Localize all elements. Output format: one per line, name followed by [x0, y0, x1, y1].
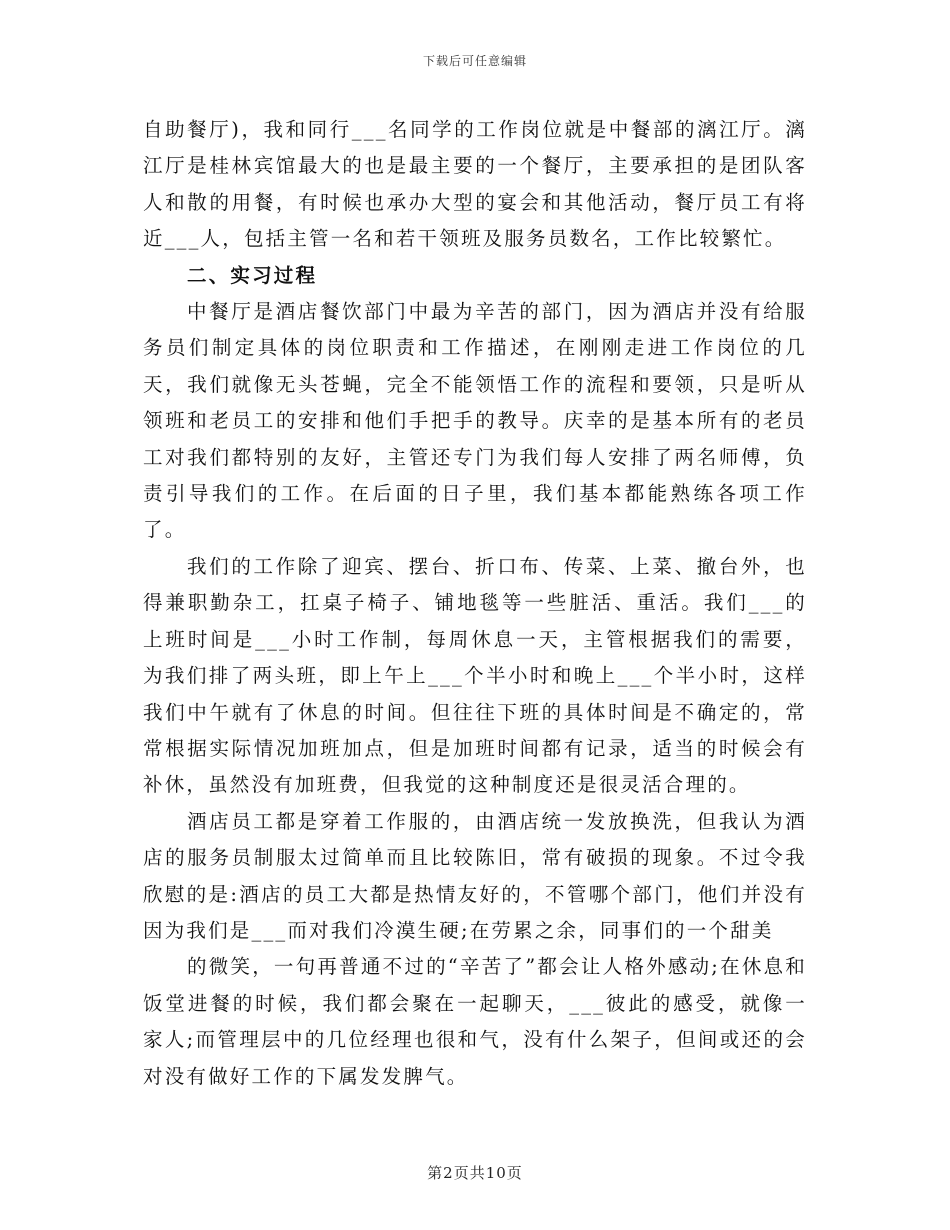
body-paragraph: 酒店员工都是穿着工作服的，由酒店统一发放换洗，但我认为酒店的服务员制服太过简单而且比较陈旧，常有破损的现象。不过令我欣慰的是:酒店的员工大都是热情友好的，不管哪个部门，他们并没有因为我们是___而对我们冷漠生硬;在劳累之余，同事们的一个甜美 — [143, 809, 807, 942]
body-paragraph: 中餐厅是酒店餐饮部门中最为辛苦的部门，因为酒店并没有给服务员们制定具体的岗位职责和工作描述，在刚刚走进工作岗位的几天，我们就像无头苍蝇，完全不能领悟工作的流程和要领，只是听从领班和老员工的安排和他们手把手的教导。庆幸的是基本所有的老员工对我们都特别的友好，主管还专门为我们每人安排了两名师傅，负责引导我们的工作。在后面的日子里，我们基本都能熟练各项工作了。 — [143, 300, 807, 542]
document-body — [143, 112, 807, 1095]
body-paragraph: 我们的工作除了迎宾、摆台、折口布、传菜、上菜、撤台外，也得兼职勤杂工，扛桌子椅子、铺地毯等一些脏活、重活。我们___的上班时间是___小时工作制，每周休息一天，主管根据我们的需要，为我们排了两头班，即上午上___个半小时和晚上___个半小时，这样我们中午就有了休息的时间。但往往下班的具体时间是不确定的，常常根据实际情况加班加点，但是加班时间都有记录，适当的时候会有补休，虽然没有加班费，但我觉的这种制度还是很灵活合理的。 — [143, 554, 807, 797]
body-paragraph: 的微笑，一句再普通不过的“辛苦了”都会让人格外感动;在休息和饭堂进餐的时候，我们都会聚在一起聊天，___彼此的感受，就像一家人;而管理层中的几位经理也很和气，没有什么架子，但间或还的会对没有做好工作的下属发发脾气。 — [143, 955, 807, 1088]
page-number: 第2页共10页 — [427, 1164, 523, 1182]
body-paragraph: 自助餐厅)，我和同行___名同学的工作岗位就是中餐部的漓江厅。漓江厅是桂林宾馆最大的也是最主要的一个餐厅，主要承担的是团队客人和散的用餐，有时候也承办大型的宴会和其他活动，餐厅员工有将近___人，包括主管一名和若干领班及服务员数名，工作比较繁忙。 — [143, 118, 807, 251]
section-heading: 二、实习过程 — [187, 263, 318, 287]
page-header: 下载后可任意编辑 — [422, 54, 527, 68]
